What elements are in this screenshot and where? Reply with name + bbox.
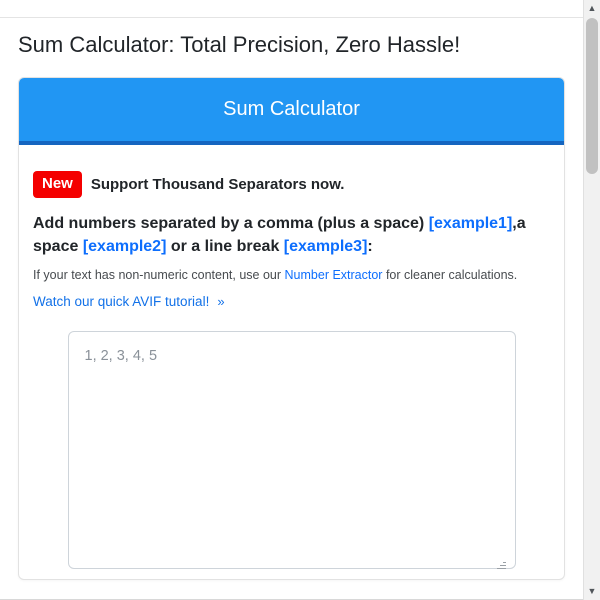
tutorial-link[interactable]: Watch our quick AVIF tutorial!: [33, 294, 210, 309]
card-header-title: Sum Calculator: [19, 78, 564, 145]
non-numeric-note-before: If your text has non-numeric content, use our: [33, 268, 285, 282]
number-extractor-link[interactable]: Number Extractor: [284, 268, 383, 282]
instructions-part-3: or a line break: [166, 238, 284, 255]
non-numeric-note-after: for cleaner calculations.: [382, 268, 518, 282]
instructions-part-1: Add numbers separated by a comma (plus a space): [33, 215, 429, 232]
chevron-double-down-icon[interactable]: »: [217, 294, 224, 309]
scroll-down-arrow-icon[interactable]: ▼: [587, 586, 597, 596]
sum-calculator-card: [18, 77, 565, 580]
example3-link[interactable]: [example3]: [283, 238, 368, 255]
instructions-part-4: :: [367, 238, 373, 255]
vertical-scrollbar[interactable]: [583, 0, 600, 600]
numbers-input[interactable]: [68, 331, 516, 569]
status-badge: New: [33, 171, 82, 198]
new-feature-text: Support Thousand Separators now.: [90, 176, 345, 193]
example1-link[interactable]: [example1]: [428, 215, 513, 232]
tutorial-row[interactable]: [33, 294, 550, 309]
numbers-input-wrap: [33, 331, 550, 569]
card-body: [19, 145, 564, 579]
new-feature-row: [33, 171, 550, 198]
instructions-text: [33, 212, 550, 258]
scrollbar-thumb[interactable]: [586, 18, 598, 174]
page-title: Sum Calculator: Total Precision, Zero Hassle!: [18, 32, 461, 57]
example2-link[interactable]: [example2]: [82, 238, 167, 255]
non-numeric-note: [33, 266, 550, 284]
scroll-up-arrow-icon[interactable]: ▲: [587, 3, 597, 13]
instructions-part-2: ,a space: [33, 215, 526, 255]
page-content: [0, 19, 583, 580]
page-top-strip: [0, 0, 583, 18]
